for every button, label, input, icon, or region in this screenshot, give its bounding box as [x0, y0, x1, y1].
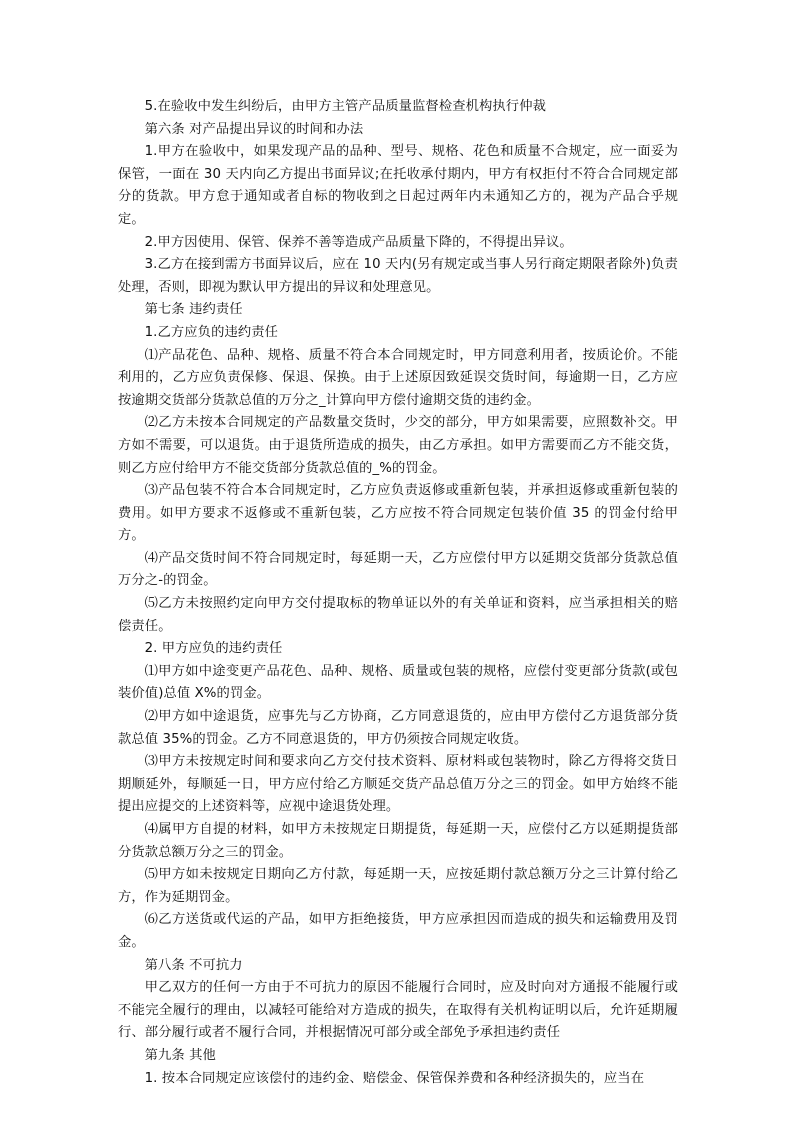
- document-body: [118, 96, 678, 1090]
- paragraph-7-2-3: ⑶甲方未按规定时间和要求向乙方交付技术资料、原材料或包装物时，除乙方得将交货日期顺延外，每顺延一日，甲方应付给乙方顺延交货产品总值万分之三的罚金。如甲方始终不能提出应提交的上述资料等，应视中途退货处理。: [118, 754, 678, 815]
- paragraph-7-1-2: ⑵乙方未按本合同规定的产品数量交货时，少交的部分，甲方如果需要，应照数补交。甲方如不需要，可以退货。由于退货所造成的损失，由乙方承担。如甲方需要而乙方不能交货，则乙方应付给甲方不能交货部分货款总值的_%的罚金。: [118, 415, 678, 476]
- paragraph-8: 甲乙双方的任何一方由于不可抗力的原因不能履行合同时，应及时向对方通报不能履行或不能完全履行的理由，以减轻可能给对方造成的损失，在取得有关机构证明以后，允许延期履行、部分履行或者不履行合同，并根据情况可部分或全部免予承担违约责任: [118, 980, 678, 1041]
- paragraph-7-1-3: ⑶产品包装不符合本合同规定时，乙方应负责返修或重新包装，并承担返修或重新包装的费用。如甲方要求不返修或不重新包装，乙方应按不符合同规定包装价值 35 的罚金付给甲方。: [118, 483, 678, 544]
- paragraph-7-1-4: ⑷产品交货时间不符合同规定时，每延期一天，乙方应偿付甲方以延期交货部分货款总值万分之-的罚金。: [118, 550, 678, 589]
- paragraph-7-2-5: ⑸甲方如未按规定日期向乙方付款，每延期一天，应按延期付款总额万分之三计算付给乙方，作为延期罚金。: [118, 867, 678, 905]
- paragraph-arbitration: 5.在验收中发生纠纷后，由甲方主管产品质量监督检查机构执行仲裁: [144, 99, 546, 114]
- paragraph-6-2: 2.甲方因使用、保管、保养不善等造成产品质量下降的，不得提出异议。: [144, 234, 573, 250]
- heading-article-6: 第六条 对产品提出异议的时间和办法: [144, 121, 364, 137]
- heading-article-9: 第九条 其他: [144, 1047, 216, 1063]
- paragraph-6-1: 1.甲方在验收中，如果发现产品的品种、型号、规格、花色和质量不合规定，应一面妥为保管，一面在 30 天内向乙方提出书面异议;在托收承付期内，甲方有权拒付不符合合同规定部分的货款。甲方怠于通知或者自标的物收到之日起过两年内未通知乙方的，视为产品合乎规定。: [118, 144, 678, 227]
- paragraph-7-2-1: ⑴甲方如中途变更产品花色、品种、规格、质量或包装的规格，应偿付变更部分货款(或包装价值)总值 X%的罚金。: [118, 663, 678, 702]
- paragraph-7-2-4: ⑷属甲方自提的材料，如甲方未按规定日期提货，每延期一天，应偿付乙方以延期提货部分货款总额万分之三的罚金。: [118, 822, 678, 860]
- paragraph-7-1-1: ⑴产品花色、品种、规格、质量不符合本合同规定时，甲方同意利用者，按质论价。不能利用的，乙方应负责保修、保退、保换。由于上述原因致延误交货时间，每逾期一日，乙方应按逾期交货部分货款总值的万分之_计算向甲方偿付逾期交货的违约金。: [118, 347, 678, 408]
- heading-article-8: 第八条 不可抗力: [144, 957, 243, 973]
- subheading-7-1: 1.乙方应负的违约责任: [144, 324, 279, 340]
- heading-article-7: 第七条 违约责任: [144, 302, 243, 318]
- subheading-7-2: 2. 甲方应负的违约责任: [144, 641, 283, 657]
- paragraph-7-1-5: ⑸乙方未按照约定向甲方交付提取标的物单证以外的有关单证和资料，应当承担相关的赔偿责任。: [118, 596, 678, 634]
- paragraph-9-1: 1. 按本合同规定应该偿付的违约金、赔偿金、保管保养费和各种经济损失的，应当在: [144, 1070, 645, 1086]
- paragraph-7-2-2: ⑵甲方如中途退货，应事先与乙方协商，乙方同意退货的，应由甲方偿付乙方退货部分货款总值 35%的罚金。乙方不同意退货的，甲方仍须按合同规定收货。: [118, 709, 678, 747]
- paragraph-7-2-6: ⑹乙方送货或代运的产品，如甲方拒绝接货，甲方应承担因而造成的损失和运输费用及罚金。: [118, 912, 678, 950]
- paragraph-6-3: 3.乙方在接到需方书面异议后，应在 10 天内(另有规定或当事人另行商定期限者除外)负责处理，否则，即视为默认甲方提出的异议和处理意见。: [118, 257, 678, 295]
